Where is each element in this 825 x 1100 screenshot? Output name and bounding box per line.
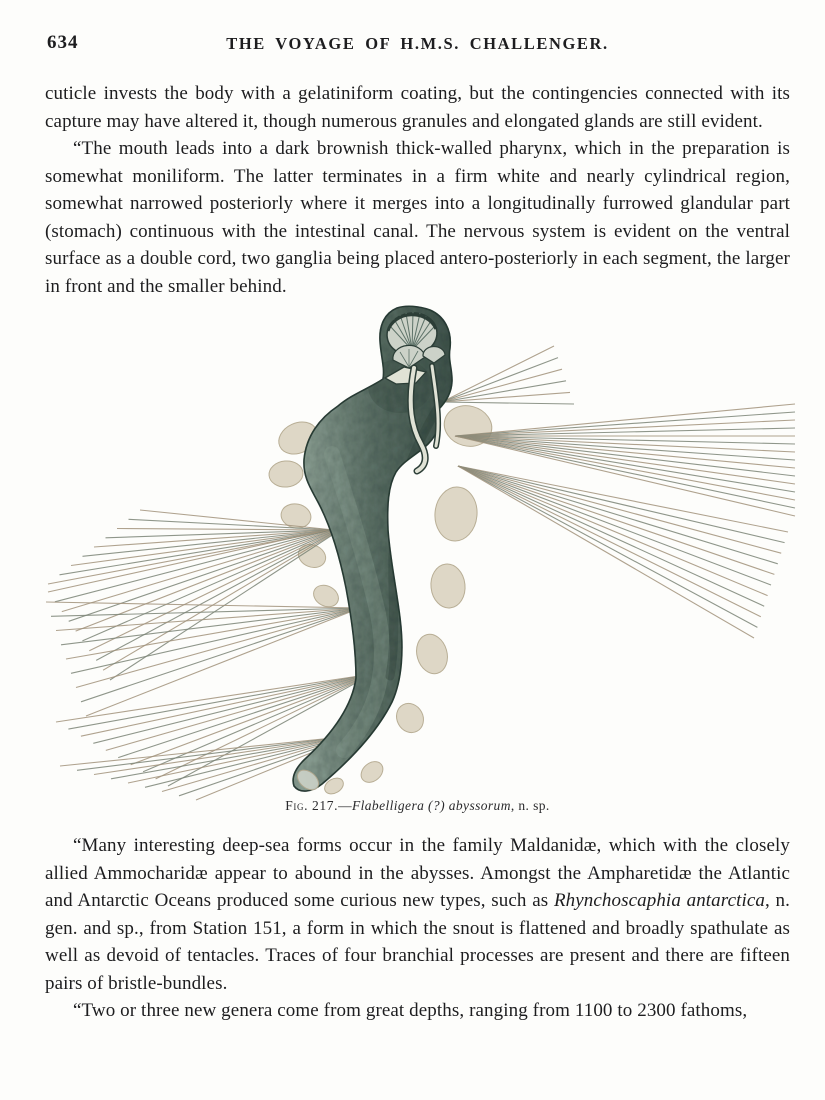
text-segment: “Two or three new genera come from great depths, ranging from 1100 to 2300 fathoms, <box>73 1000 748 1021</box>
bristle-line <box>458 466 778 564</box>
text-segment: “Many interesting deep-sea forms occur in the family Maldanidæ, which with the closely allied Ammocharidæ appear to abound in the abysses. Amongst the Ampharetidæ the Atlantic and Antarctic Oceans produced some curious new types, such as <box>45 835 790 911</box>
lateral-lobe <box>412 631 452 678</box>
bristle-line <box>96 526 346 660</box>
bristle-line <box>76 526 346 631</box>
bristle-line <box>442 358 558 402</box>
bristle-line <box>68 674 372 729</box>
text-segment: cuticle invests the body with a gelatiniform coating, but the contingencies connected with its capture may have altered it, though numerous granules and elongated glands are still evident. <box>45 83 790 132</box>
running-title: THE VOYAGE OF H.M.S. CHALLENGER. <box>226 34 609 53</box>
lateral-lobe <box>429 562 467 609</box>
bristle-line <box>455 404 795 436</box>
bristle-line <box>442 402 574 404</box>
head-shading <box>368 359 432 413</box>
paragraph <box>45 135 790 300</box>
lateral-lobe <box>391 699 428 738</box>
text-segment: “The mouth leads into a dark brownish thick-walled pharynx, which in the preparation is somewhat moniliform. The latter terminates in a firm white and nearly cylindrical region, somewhat narrowed posteriorly where it merges into a longitudinally furrowed glandular part (stomach) continuous with the intestinal canal. The nervous system is evident on the ventral surface as a double cord, two ganglia being placed antero-posteriorly in each segment, the larger in front and the smaller behind. <box>45 138 790 297</box>
text-segment: , n. gen. and sp., from Station 151, a form in which the snout is flattened and broadly spathulate as well as devoid of tentacles. Traces of four branchial processes are present and there are fifteen pairs of bristle-bundles. <box>45 890 790 994</box>
text-segment: , n. sp. <box>510 798 550 813</box>
bristle-line <box>56 674 372 722</box>
bristle-tuft-head <box>442 346 574 404</box>
bristle-line <box>455 436 795 508</box>
paragraph <box>45 832 790 997</box>
lateral-lobe <box>268 460 304 489</box>
figure-flabelligera <box>45 306 790 818</box>
text-segment: Rhynchoscaphia antarctica <box>553 890 765 911</box>
bristle-line <box>458 466 785 543</box>
text-segment: Flabelligera (?) abyssorum <box>351 798 511 813</box>
page-number: 634 <box>47 32 79 53</box>
text-segment: — <box>338 798 352 813</box>
bristle-line <box>66 608 360 659</box>
bristle-line <box>82 526 346 641</box>
page-header <box>45 30 790 58</box>
paragraph <box>45 997 790 1025</box>
text-after-figure <box>45 832 790 1025</box>
bristle-line <box>455 436 795 468</box>
lateral-lobe <box>433 485 480 542</box>
bristle-line <box>81 674 372 736</box>
text-segment: Fig. 217. <box>285 798 339 813</box>
worm-engraving <box>38 304 800 804</box>
bristle-line <box>55 526 346 602</box>
bristle-line <box>455 420 795 436</box>
figure-caption <box>45 798 790 814</box>
lateral-lobe <box>357 757 387 786</box>
text-before-figure <box>45 80 790 300</box>
paragraph <box>45 80 790 135</box>
bristle-line <box>458 466 768 596</box>
bristle-line <box>442 346 554 402</box>
bristle-line <box>442 381 566 402</box>
bristle-line <box>458 466 761 617</box>
lateral-lobe <box>310 581 342 611</box>
bristle-line <box>71 608 360 673</box>
bristle-fan-right-lower <box>458 466 788 638</box>
bristle-line <box>458 466 771 585</box>
